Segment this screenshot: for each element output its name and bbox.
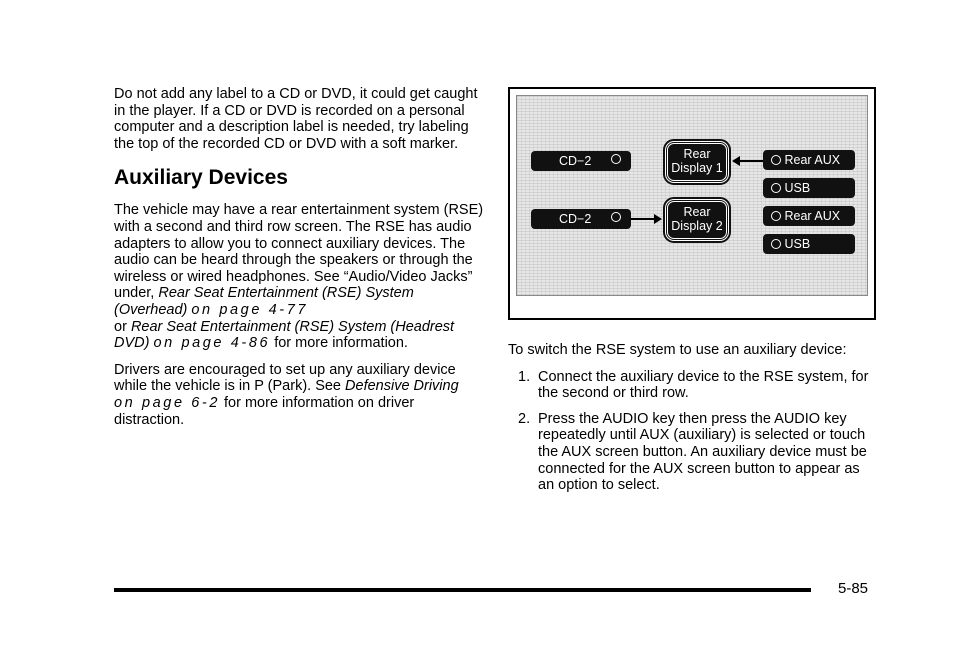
usb-label-2: USB [784, 237, 811, 251]
radio-circle-icon [771, 239, 781, 249]
intro-paragraph: Do not add any label to a CD or DVD, it could get caught in the player. If a CD or DVD is recorded on a personal computer and a description label is needed, try labeling the top of the recorded CD or DVD with a soft marker. [114, 86, 478, 152]
left-column [114, 86, 486, 438]
xref-rse-overhead-page[interactable]: on page 4-77 [191, 301, 309, 318]
arrow-right-icon [654, 214, 662, 224]
cd-label-row1: CD−2 [559, 154, 592, 168]
driver-paragraph-text: Drivers are encouraged to set up any auxiliary device while the vehicle is in P (Park). See [114, 361, 456, 395]
rear-display-2-button [665, 199, 729, 241]
rear-display-1-line1: Rear [683, 147, 711, 161]
rear-display-2-line2: Display 2 [671, 219, 723, 233]
cd-label-row2: CD−2 [559, 212, 592, 226]
step-number: 2. [518, 410, 531, 427]
rse-paragraph [114, 202, 486, 351]
cd-button-row2 [531, 209, 631, 229]
arrow-line [631, 218, 655, 220]
radio-circle-icon [771, 155, 781, 165]
rse-paragraph-text: The vehicle may have a rear entertainment system (RSE) with a second and third row screen. The RSE has audio adapters to allow you to connect auxiliary devices. The audio can be heard through the speakers or through the wireless or wired headphones. See “Audio/Video Jacks” under, [114, 202, 484, 302]
usb-button-2 [763, 234, 855, 254]
rear-aux-label-2: Rear AUX [784, 209, 841, 223]
arrow-line [739, 160, 763, 162]
section-heading: Auxiliary Devices [114, 166, 288, 190]
rse-screen [516, 95, 868, 296]
switch-intro: To switch the RSE system to use an auxiliary device: [508, 342, 847, 358]
rse-paragraph-end: for more information. [274, 335, 408, 352]
step-text: Connect the auxiliary device to the RSE system, for the second or third row. [538, 368, 869, 402]
rear-display-2-line1: Rear [683, 205, 711, 219]
driver-paragraph-end: for more information on driver distraction. [114, 394, 415, 428]
radio-circle-icon [771, 211, 781, 221]
right-column [508, 342, 878, 503]
xref-rse-headrest-page[interactable]: on page 4-86 [153, 335, 271, 352]
xref-defensive-driving[interactable]: Defensive Driving [345, 378, 459, 395]
usb-button-1 [763, 178, 855, 198]
or-word: or [114, 318, 127, 335]
radio-circle-icon [611, 154, 621, 164]
list-item [508, 411, 878, 494]
step-text: Press the AUDIO key then press the AUDIO key repeatedly until AUX (auxiliary) is selected or touch the AUX screen button. An auxiliary device must be connected for the AUX screen button to appear as an option to select. [538, 410, 867, 494]
radio-circle-icon [771, 183, 781, 193]
rse-screen-figure [508, 87, 876, 320]
radio-circle-icon [611, 212, 621, 222]
driver-paragraph [114, 362, 486, 428]
page-number: 5-85 [838, 580, 869, 597]
xref-defensive-driving-page[interactable]: on page 6-2 [114, 394, 220, 411]
steps-list [508, 369, 878, 494]
arrow-left-icon [732, 156, 740, 166]
step-number: 1. [518, 368, 531, 385]
rear-aux-button-2 [763, 206, 855, 226]
cd-button-row1 [531, 151, 631, 171]
usb-label-1: USB [784, 181, 811, 195]
rear-aux-label-1: Rear AUX [784, 153, 841, 167]
xref-rse-overhead[interactable]: Rear Seat Entertainment (RSE) System (Overhead) [114, 285, 414, 318]
rear-display-1-line2: Display 1 [671, 161, 723, 175]
footer-rule [114, 588, 811, 592]
list-item [508, 369, 878, 402]
rear-display-1-button [665, 141, 729, 183]
xref-rse-headrest[interactable]: Rear Seat Entertainment (RSE) System (Headrest DVD) [114, 318, 455, 352]
rear-aux-button-1 [763, 150, 855, 170]
